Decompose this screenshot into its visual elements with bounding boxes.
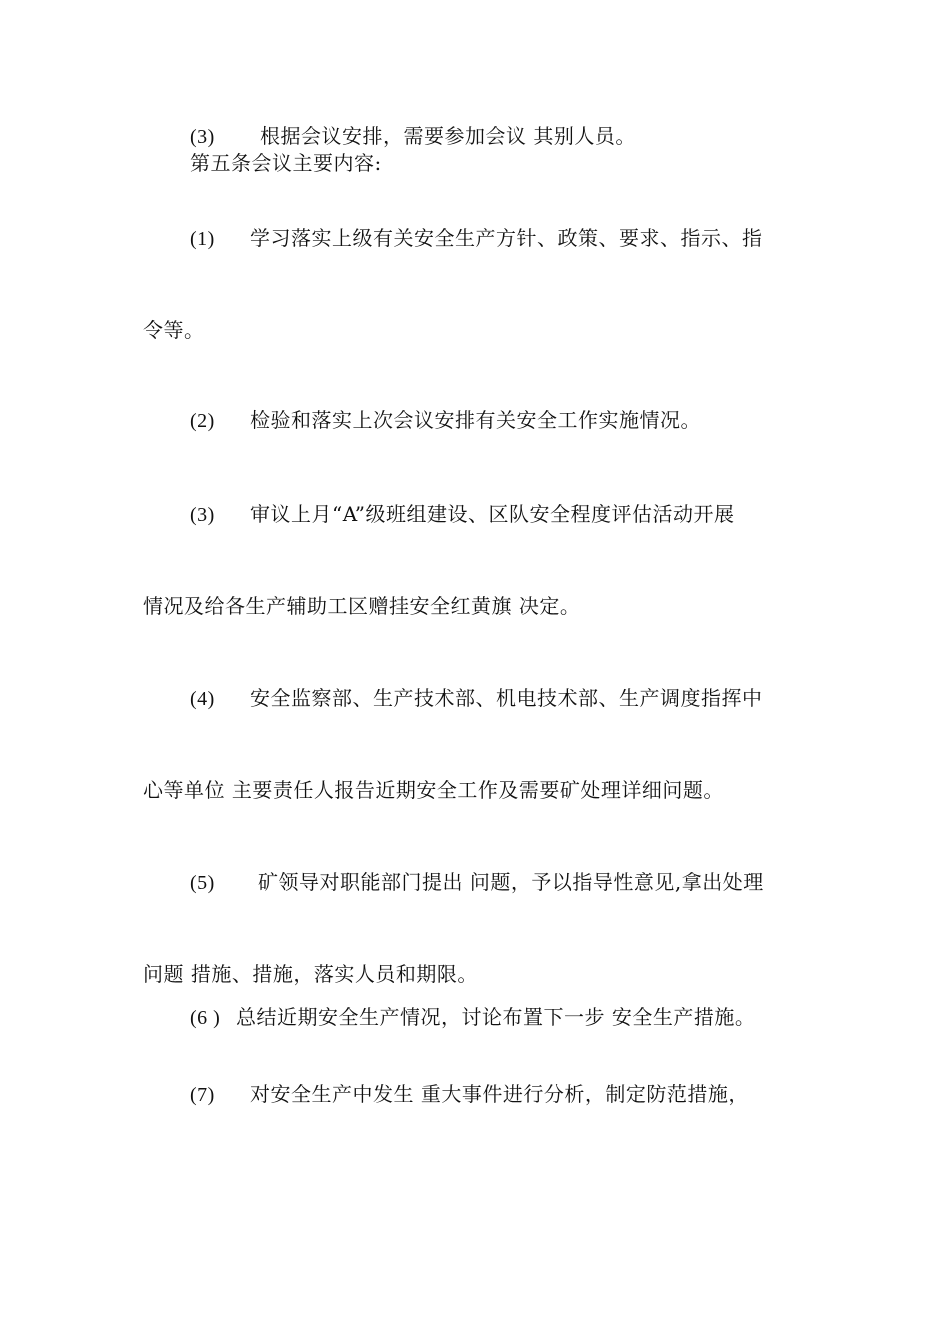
item-text: 根据会议安排，需要参加会议 其别人员。 xyxy=(260,124,636,148)
item-number: (7) xyxy=(190,1084,215,1106)
list-item-content-7 xyxy=(190,1082,749,1107)
item-number: (3) xyxy=(190,126,215,148)
section-heading-article-5 xyxy=(190,151,382,175)
item-text: 学习落实上级有关安全生产方针、政策、要求、指示、指 xyxy=(250,226,763,250)
item-number: (5) xyxy=(190,872,215,894)
item-text: 情况及给各生产辅助工区赠挂安全红黄旗 决定。 xyxy=(143,594,581,618)
item-number: (6 ) xyxy=(190,1007,221,1029)
list-item-content-3 xyxy=(190,502,734,527)
item-number: (4) xyxy=(190,688,215,710)
item-text: 令等。 xyxy=(143,318,205,342)
list-item-content-4 xyxy=(190,686,763,711)
item-text: 对安全生产中发生 重大事件进行分析，制定防范措施， xyxy=(250,1082,749,1106)
item-number: (1) xyxy=(190,228,215,250)
heading-text: 第五条会议主要内容: xyxy=(190,151,382,175)
item-text: 安全监察部、生产技术部、机电技术部、生产调度指挥中 xyxy=(250,686,763,710)
item-text: 矿领导对职能部门提出 问题，予以指导性意见,拿出处理 xyxy=(258,870,764,894)
item-text: 审议上月“A”级班组建设、区队安全程度评估活动开展 xyxy=(250,502,735,526)
item-text: 心等单位 主要责任人报告近期安全工作及需要矿处理详细问题。 xyxy=(143,778,724,802)
list-item-attendees-3 xyxy=(190,124,636,149)
item-number: (2) xyxy=(190,410,215,432)
list-item-content-6 xyxy=(190,1005,755,1030)
item-text: 检验和落实上次会议安排有关安全工作实施情况。 xyxy=(250,408,701,432)
list-item-content-5 xyxy=(190,870,764,895)
list-item-content-1 xyxy=(190,226,763,251)
list-item-content-2 xyxy=(190,408,701,433)
list-item-content-5-continued xyxy=(143,962,478,986)
list-item-content-4-continued xyxy=(143,778,724,802)
list-item-content-1-continued xyxy=(143,318,205,342)
item-text: 总结近期安全生产情况，讨论布置下一步 安全生产措施。 xyxy=(236,1005,756,1029)
list-item-content-3-continued xyxy=(143,594,580,618)
item-text: 问题 措施、措施，落实人员和期限。 xyxy=(143,962,478,986)
item-number: (3) xyxy=(190,504,215,526)
